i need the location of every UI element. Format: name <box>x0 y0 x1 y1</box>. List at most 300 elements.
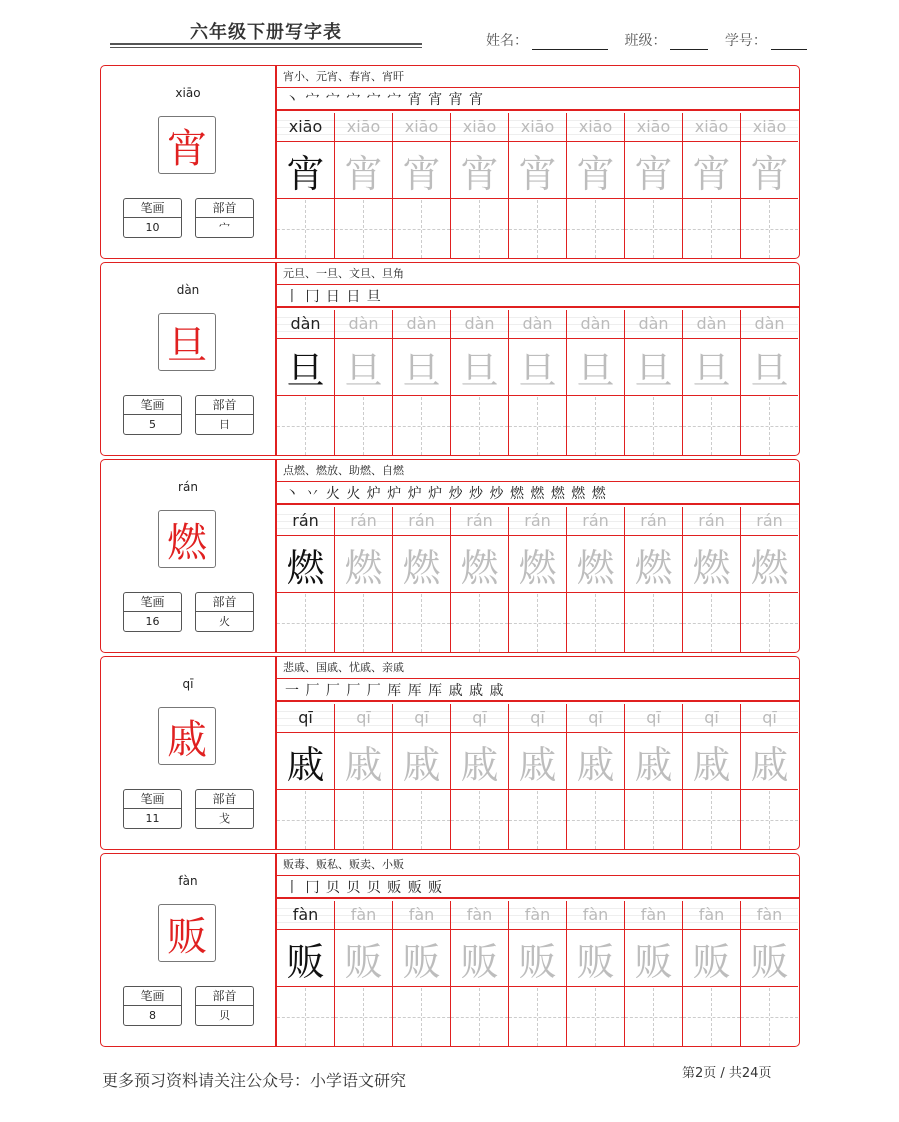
grid-column <box>277 113 335 258</box>
pinyin-cell: fàn <box>451 901 508 930</box>
grid-column <box>625 704 683 849</box>
blank-writing-cell[interactable] <box>393 791 450 849</box>
guide-line-horizontal <box>741 229 798 230</box>
guide-line-horizontal <box>567 426 624 427</box>
trace-character-cell[interactable]: 贩 <box>335 930 392 987</box>
grid-column <box>741 704 799 849</box>
guide-line-horizontal <box>335 1017 392 1018</box>
trace-character-cell[interactable]: 贩 <box>451 930 508 987</box>
stroke-count-label: 笔画 <box>124 199 181 218</box>
grid-column <box>567 704 625 849</box>
radical-box <box>195 198 254 238</box>
grid-column <box>741 507 799 652</box>
stroke-count-value: 8 <box>149 1009 156 1022</box>
grid-column <box>683 507 741 652</box>
pinyin-cell: dàn <box>625 310 682 339</box>
grid-column <box>683 310 741 455</box>
grid-column <box>683 704 741 849</box>
example-words: 元旦、一旦、文旦、旦角 <box>277 263 799 285</box>
pinyin-cell: fàn <box>277 901 334 930</box>
radical-label: 部首 <box>196 396 253 415</box>
pinyin-cell: rán <box>509 507 566 536</box>
guide-line-horizontal <box>277 229 334 230</box>
guide-line-horizontal <box>509 623 566 624</box>
pinyin: rán <box>178 480 198 494</box>
practice-area <box>277 854 799 1046</box>
guide-line-horizontal <box>393 1017 450 1018</box>
guide-line-horizontal <box>509 426 566 427</box>
guide-line-horizontal <box>741 623 798 624</box>
radical-label: 部首 <box>196 199 253 218</box>
main-character: 贩 <box>158 904 216 962</box>
pinyin-cell: dàn <box>277 310 334 339</box>
grid-column <box>567 901 625 1046</box>
trace-character-cell[interactable]: 旦 <box>625 339 682 396</box>
guide-line-horizontal <box>451 1017 508 1018</box>
blank-writing-cell[interactable] <box>509 200 566 258</box>
id-field[interactable] <box>771 35 807 50</box>
example-words: 悲戚、国戚、忧戚、亲戚 <box>277 657 799 679</box>
pinyin-cell: xiāo <box>335 113 392 142</box>
trace-character-cell[interactable]: 燃 <box>509 536 566 593</box>
trace-character-cell[interactable]: 燃 <box>567 536 624 593</box>
guide-line-horizontal <box>277 820 334 821</box>
trace-character-cell[interactable]: 燃 <box>625 536 682 593</box>
trace-character-cell[interactable]: 宵 <box>683 142 740 199</box>
blank-writing-cell[interactable] <box>625 200 682 258</box>
trace-character-cell[interactable]: 贩 <box>741 930 798 987</box>
radical-box <box>195 986 254 1026</box>
character-card <box>100 262 800 456</box>
stroke-count-box <box>123 986 182 1026</box>
class-field[interactable] <box>670 35 708 50</box>
main-character: 宵 <box>158 116 216 174</box>
grid-column <box>625 113 683 258</box>
guide-line-horizontal <box>683 820 740 821</box>
guide-line-horizontal <box>625 229 682 230</box>
blank-writing-cell[interactable] <box>741 791 798 849</box>
blank-writing-cell[interactable] <box>741 200 798 258</box>
stroke-count-box <box>123 789 182 829</box>
writing-grid <box>277 507 799 652</box>
blank-writing-cell[interactable] <box>277 594 334 652</box>
blank-writing-cell[interactable] <box>683 594 740 652</box>
stroke-order: 丶 宀 宀 宀 宀 宀 宵 宵 宵 宵 <box>277 89 799 111</box>
pinyin-cell: dàn <box>509 310 566 339</box>
pinyin-cell: dàn <box>393 310 450 339</box>
grid-column <box>335 507 393 652</box>
name-label: 姓名： <box>486 33 528 49</box>
grid-column <box>509 507 567 652</box>
radical-label: 部首 <box>196 593 253 612</box>
trace-character-cell[interactable]: 燃 <box>277 536 334 593</box>
trace-character-cell[interactable]: 宵 <box>625 142 682 199</box>
stroke-count-label: 笔画 <box>124 593 181 612</box>
character-card <box>100 65 800 259</box>
blank-writing-cell[interactable] <box>567 397 624 455</box>
trace-character-cell[interactable]: 燃 <box>451 536 508 593</box>
pinyin-cell: rán <box>683 507 740 536</box>
trace-character-cell[interactable]: 戚 <box>625 733 682 790</box>
pinyin-cell: dàn <box>567 310 624 339</box>
pinyin-cell: xiāo <box>451 113 508 142</box>
grid-column <box>509 901 567 1046</box>
stroke-count-label: 笔画 <box>124 790 181 809</box>
stroke-count-box <box>123 592 182 632</box>
trace-character-cell[interactable]: 旦 <box>451 339 508 396</box>
pinyin-cell: qī <box>277 704 334 733</box>
grid-column <box>335 113 393 258</box>
blank-writing-cell[interactable] <box>683 397 740 455</box>
trace-character-cell[interactable]: 宵 <box>509 142 566 199</box>
trace-character-cell[interactable]: 宵 <box>277 142 334 199</box>
blank-writing-cell[interactable] <box>567 594 624 652</box>
blank-writing-cell[interactable] <box>277 791 334 849</box>
guide-line-horizontal <box>625 820 682 821</box>
id-label: 学号： <box>724 33 767 49</box>
blank-writing-cell[interactable] <box>335 988 392 1046</box>
blank-writing-cell[interactable] <box>451 791 508 849</box>
guide-line-horizontal <box>335 820 392 821</box>
blank-writing-cell[interactable] <box>741 594 798 652</box>
blank-writing-cell[interactable] <box>683 791 740 849</box>
grid-column <box>335 310 393 455</box>
blank-writing-cell[interactable] <box>277 988 334 1046</box>
blank-writing-cell[interactable] <box>509 397 566 455</box>
pinyin-cell: xiāo <box>509 113 566 142</box>
trace-character-cell[interactable]: 旦 <box>683 339 740 396</box>
pinyin-cell: fàn <box>393 901 450 930</box>
trace-character-cell[interactable]: 旦 <box>509 339 566 396</box>
pinyin-cell: rán <box>393 507 450 536</box>
student-info-fields <box>486 30 807 50</box>
radical-box <box>195 789 254 829</box>
character-summary <box>101 460 277 652</box>
grid-column <box>277 310 335 455</box>
trace-character-cell[interactable]: 燃 <box>683 536 740 593</box>
blank-writing-cell[interactable] <box>625 397 682 455</box>
grid-column <box>451 507 509 652</box>
grid-column <box>335 901 393 1046</box>
character-summary <box>101 263 277 455</box>
pinyin-cell: qī <box>683 704 740 733</box>
trace-character-cell[interactable]: 旦 <box>393 339 450 396</box>
practice-area <box>277 263 799 455</box>
pinyin-cell: fàn <box>625 901 682 930</box>
character-summary <box>101 854 277 1046</box>
pinyin-cell: fàn <box>509 901 566 930</box>
grid-column <box>741 901 799 1046</box>
trace-character-cell[interactable]: 宵 <box>335 142 392 199</box>
practice-area <box>277 66 799 258</box>
title-rule-thin <box>110 47 422 48</box>
blank-writing-cell[interactable] <box>683 988 740 1046</box>
pinyin-cell: xiāo <box>567 113 624 142</box>
character-card <box>100 656 800 850</box>
grid-column <box>509 113 567 258</box>
blank-writing-cell[interactable] <box>451 594 508 652</box>
blank-writing-cell[interactable] <box>451 200 508 258</box>
pinyin: fàn <box>178 874 198 888</box>
pinyin-cell: fàn <box>741 901 798 930</box>
stroke-count-value: 16 <box>145 615 160 628</box>
guide-line-horizontal <box>567 1017 624 1018</box>
stroke-order: 丶 丷 火 火 炉 炉 炉 炉 炒 炒 炒 燃 燃 燃 燃 燃 <box>277 483 799 505</box>
writing-grid <box>277 901 799 1046</box>
trace-character-cell[interactable]: 戚 <box>451 733 508 790</box>
radical-box <box>195 395 254 435</box>
guide-line-horizontal <box>567 820 624 821</box>
writing-grid <box>277 113 799 258</box>
blank-writing-cell[interactable] <box>625 791 682 849</box>
writing-grid <box>277 310 799 455</box>
guide-line-horizontal <box>393 426 450 427</box>
radical-value: 火 <box>219 615 230 628</box>
trace-character-cell[interactable]: 宵 <box>451 142 508 199</box>
trace-character-cell[interactable]: 戚 <box>277 733 334 790</box>
grid-column <box>393 901 451 1046</box>
pinyin-cell: qī <box>567 704 624 733</box>
blank-writing-cell[interactable] <box>335 594 392 652</box>
main-character: 旦 <box>158 313 216 371</box>
grid-column <box>451 310 509 455</box>
trace-character-cell[interactable]: 戚 <box>509 733 566 790</box>
guide-line-horizontal <box>451 623 508 624</box>
stroke-count-label: 笔画 <box>124 987 181 1006</box>
example-words: 宵小、元宵、春宵、宵旰 <box>277 66 799 88</box>
guide-line-horizontal <box>277 426 334 427</box>
trace-character-cell[interactable]: 宵 <box>567 142 624 199</box>
pinyin-cell: qī <box>625 704 682 733</box>
blank-writing-cell[interactable] <box>509 791 566 849</box>
trace-character-cell[interactable]: 旦 <box>277 339 334 396</box>
radical-value: 日 <box>219 418 230 431</box>
trace-character-cell[interactable]: 贩 <box>509 930 566 987</box>
guide-line-horizontal <box>509 1017 566 1018</box>
trace-character-cell[interactable]: 贩 <box>567 930 624 987</box>
trace-character-cell[interactable]: 戚 <box>335 733 392 790</box>
guide-line-horizontal <box>509 820 566 821</box>
trace-character-cell[interactable]: 贩 <box>625 930 682 987</box>
guide-line-horizontal <box>335 426 392 427</box>
grid-column <box>509 704 567 849</box>
trace-character-cell[interactable]: 旦 <box>335 339 392 396</box>
pinyin-cell: dàn <box>741 310 798 339</box>
guide-line-horizontal <box>277 1017 334 1018</box>
grid-column <box>625 310 683 455</box>
guide-line-horizontal <box>683 1017 740 1018</box>
pinyin-cell: rán <box>335 507 392 536</box>
trace-character-cell[interactable]: 戚 <box>567 733 624 790</box>
radical-label: 部首 <box>196 790 253 809</box>
pinyin-cell: rán <box>277 507 334 536</box>
guide-line-horizontal <box>741 820 798 821</box>
radical-label: 部首 <box>196 987 253 1006</box>
guide-line-horizontal <box>625 1017 682 1018</box>
guide-line-horizontal <box>509 229 566 230</box>
blank-writing-cell[interactable] <box>451 397 508 455</box>
pinyin-cell: rán <box>741 507 798 536</box>
pinyin-cell: xiāo <box>683 113 740 142</box>
grid-column <box>741 113 799 258</box>
blank-writing-cell[interactable] <box>393 397 450 455</box>
example-words: 贩毒、贩私、贩卖、小贩 <box>277 854 799 876</box>
trace-character-cell[interactable]: 旦 <box>741 339 798 396</box>
blank-writing-cell[interactable] <box>683 200 740 258</box>
example-words: 点燃、燃放、助燃、自燃 <box>277 460 799 482</box>
guide-line-horizontal <box>451 426 508 427</box>
trace-character-cell[interactable]: 旦 <box>567 339 624 396</box>
pinyin-cell: rán <box>567 507 624 536</box>
pinyin-cell: rán <box>451 507 508 536</box>
guide-line-horizontal <box>683 623 740 624</box>
blank-writing-cell[interactable] <box>567 200 624 258</box>
pinyin-cell: fàn <box>567 901 624 930</box>
pinyin-cell: dàn <box>335 310 392 339</box>
blank-writing-cell[interactable] <box>393 988 450 1046</box>
guide-line-horizontal <box>451 229 508 230</box>
pinyin: qī <box>182 677 194 691</box>
trace-character-cell[interactable]: 戚 <box>683 733 740 790</box>
pinyin: dàn <box>176 283 200 297</box>
blank-writing-cell[interactable] <box>567 988 624 1046</box>
trace-character-cell[interactable]: 贩 <box>393 930 450 987</box>
grid-column <box>451 113 509 258</box>
grid-column <box>625 507 683 652</box>
pinyin-cell: rán <box>625 507 682 536</box>
guide-line-horizontal <box>451 820 508 821</box>
grid-column <box>393 704 451 849</box>
trace-character-cell[interactable]: 宵 <box>393 142 450 199</box>
name-field[interactable] <box>532 35 608 50</box>
blank-writing-cell[interactable] <box>741 397 798 455</box>
pinyin-cell: qī <box>335 704 392 733</box>
trace-character-cell[interactable]: 戚 <box>393 733 450 790</box>
guide-line-horizontal <box>393 623 450 624</box>
trace-character-cell[interactable]: 宵 <box>741 142 798 199</box>
class-label: 班级： <box>624 33 667 49</box>
pinyin-cell: dàn <box>451 310 508 339</box>
title-rule <box>110 43 422 45</box>
radical-value: 贝 <box>219 1009 230 1022</box>
grid-column <box>277 507 335 652</box>
pinyin-cell: fàn <box>683 901 740 930</box>
main-character: 燃 <box>158 510 216 568</box>
grid-column <box>335 704 393 849</box>
guide-line-horizontal <box>741 426 798 427</box>
stroke-order: 丨 冂 日 日 旦 <box>277 286 799 308</box>
pinyin-cell: qī <box>393 704 450 733</box>
stroke-count-value: 5 <box>149 418 156 431</box>
blank-writing-cell[interactable] <box>625 988 682 1046</box>
radical-value: 宀 <box>219 221 230 234</box>
grid-column <box>625 901 683 1046</box>
trace-character-cell[interactable]: 贩 <box>683 930 740 987</box>
pinyin-cell: xiāo <box>625 113 682 142</box>
stroke-count-box <box>123 395 182 435</box>
grid-column <box>451 704 509 849</box>
stroke-count-label: 笔画 <box>124 396 181 415</box>
radical-box <box>195 592 254 632</box>
pinyin-cell: qī <box>741 704 798 733</box>
pinyin-cell: fàn <box>335 901 392 930</box>
blank-writing-cell[interactable] <box>335 200 392 258</box>
grid-column <box>683 901 741 1046</box>
blank-writing-cell[interactable] <box>393 594 450 652</box>
blank-writing-cell[interactable] <box>451 988 508 1046</box>
blank-writing-cell[interactable] <box>277 200 334 258</box>
stroke-order: 丨 冂 贝 贝 贝 贩 贩 贩 <box>277 877 799 899</box>
guide-line-horizontal <box>567 623 624 624</box>
grid-column <box>567 310 625 455</box>
practice-area <box>277 460 799 652</box>
blank-writing-cell[interactable] <box>625 594 682 652</box>
guide-line-horizontal <box>277 623 334 624</box>
guide-line-horizontal <box>393 229 450 230</box>
page-number: 第2页 / 共24页 <box>682 1066 772 1081</box>
trace-character-cell[interactable]: 燃 <box>741 536 798 593</box>
character-card <box>100 459 800 653</box>
main-character: 戚 <box>158 707 216 765</box>
trace-character-cell[interactable]: 燃 <box>393 536 450 593</box>
pinyin-cell: qī <box>509 704 566 733</box>
grid-column <box>277 704 335 849</box>
stroke-count-value: 10 <box>145 221 160 234</box>
stroke-order: 一 厂 厂 厂 厂 厍 厍 厍 戚 戚 戚 <box>277 680 799 702</box>
footer-promo: 更多预习资料请关注公众号：小学语文研究 <box>102 1071 407 1090</box>
guide-line-horizontal <box>625 426 682 427</box>
guide-line-horizontal <box>335 623 392 624</box>
stroke-count-box <box>123 198 182 238</box>
stroke-count-value: 11 <box>145 812 160 825</box>
pinyin-cell: xiāo <box>393 113 450 142</box>
character-summary <box>101 66 277 258</box>
guide-line-horizontal <box>683 229 740 230</box>
guide-line-horizontal <box>741 1017 798 1018</box>
page-title: 六年级下册写字表 <box>190 22 342 43</box>
blank-writing-cell[interactable] <box>567 791 624 849</box>
pinyin-cell: qī <box>451 704 508 733</box>
trace-character-cell[interactable]: 戚 <box>741 733 798 790</box>
grid-column <box>509 310 567 455</box>
grid-column <box>683 113 741 258</box>
blank-writing-cell[interactable] <box>335 397 392 455</box>
blank-writing-cell[interactable] <box>741 988 798 1046</box>
grid-column <box>567 507 625 652</box>
blank-writing-cell[interactable] <box>509 594 566 652</box>
writing-grid <box>277 704 799 849</box>
grid-column <box>393 113 451 258</box>
pinyin-cell: xiāo <box>277 113 334 142</box>
pinyin: xiāo <box>175 86 201 100</box>
trace-character-cell[interactable]: 燃 <box>335 536 392 593</box>
blank-writing-cell[interactable] <box>509 988 566 1046</box>
blank-writing-cell[interactable] <box>277 397 334 455</box>
grid-column <box>277 901 335 1046</box>
blank-writing-cell[interactable] <box>335 791 392 849</box>
blank-writing-cell[interactable] <box>393 200 450 258</box>
grid-column <box>393 507 451 652</box>
guide-line-horizontal <box>393 820 450 821</box>
guide-line-horizontal <box>567 229 624 230</box>
radical-value: 戈 <box>219 812 230 825</box>
grid-column <box>741 310 799 455</box>
pinyin-cell: xiāo <box>741 113 798 142</box>
character-card <box>100 853 800 1047</box>
trace-character-cell[interactable]: 贩 <box>277 930 334 987</box>
character-summary <box>101 657 277 849</box>
pinyin-cell: dàn <box>683 310 740 339</box>
